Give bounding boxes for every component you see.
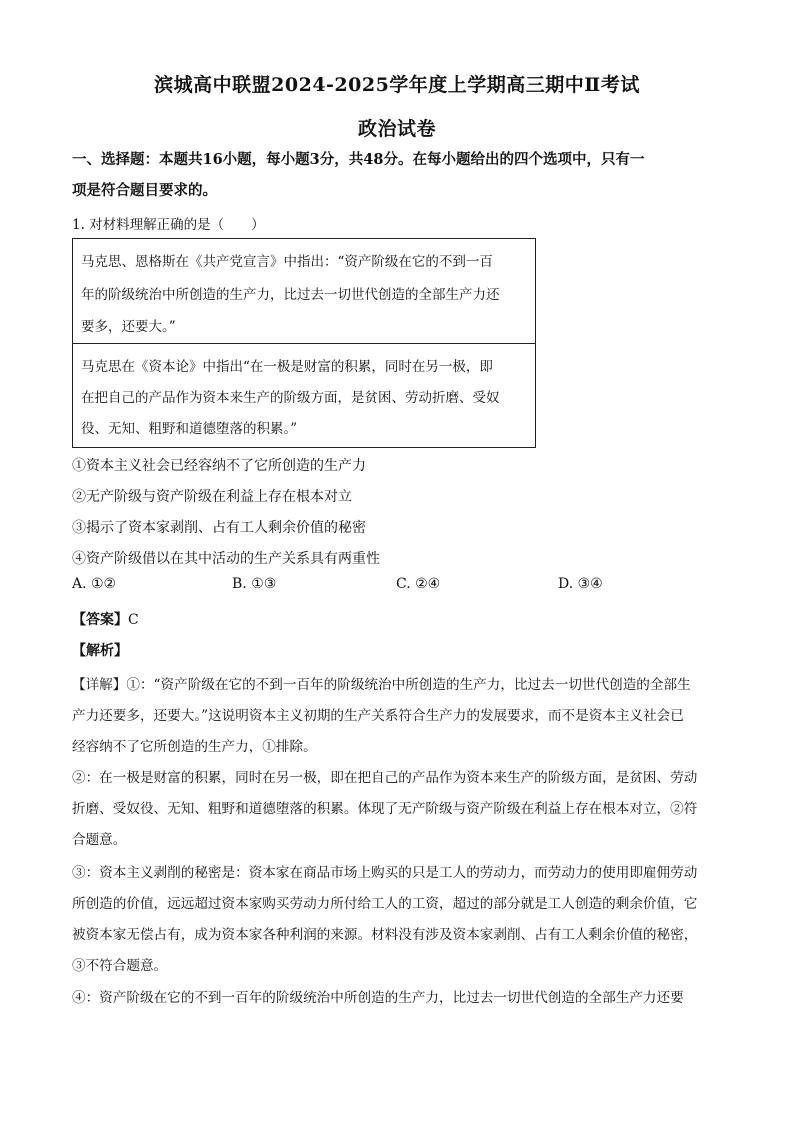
material-table <box>72 238 536 448</box>
analysis-line: ④：资产阶级在它的不到一百年的阶级统治中所创造的生产力，比过去一切世代创造的全部生产力还要 <box>72 990 684 1006</box>
material-2-line: 马克思在《资本论》中指出“在一极是财富的积累，同时在另一极，即 <box>81 359 493 375</box>
material-cell-1 <box>73 239 535 344</box>
analysis-line: ②：在一极是财富的积累，同时在另一极，即在把自己的产品作为资本来生产的阶级方面，是贫困、劳动 <box>72 770 698 786</box>
answer-tag: 【答案】 <box>72 612 128 628</box>
statement-1: ①资本主义社会已经容纳不了它所创造的生产力 <box>72 458 366 474</box>
material-2-line: 役、无知、粗野和道德堕落的积累。” <box>81 421 298 437</box>
option-b: B. ①③ <box>232 576 277 592</box>
statement-3: ③揭示了资本家剥削、占有工人剩余价值的秘密 <box>72 520 366 536</box>
statement-2: ②无产阶级与资产阶级在利益上存在根本对立 <box>72 489 352 505</box>
analysis-line: 被资本家无偿占有，成为资本家各种利润的来源。材料没有涉及资本家剥削、占有工人剩余价值的秘密， <box>72 927 698 943</box>
material-2-line: 在把自己的产品作为资本来生产的阶级方面，是贫困、劳动折磨、受奴 <box>81 390 500 406</box>
analysis-line: 折磨、受奴役、无知、粗野和道德堕落的积累。体现了无产阶级与资产阶级在利益上存在根本对立，②符 <box>72 801 698 817</box>
exam-title: 滨城高中联盟2024-2025学年度上学期高三期中Ⅱ考试 <box>154 74 640 96</box>
analysis-line: 产力还要多，还要大。”这说明资本主义初期的生产关系符合生产力的发展要求，而不是资本主义社会已 <box>72 708 684 724</box>
exam-subtitle: 政治试卷 <box>357 118 436 140</box>
material-1-line: 马克思、恩格斯在《共产党宣言》中指出：“资产阶级在它的不到一百 <box>81 254 493 270</box>
analysis-line: 合题意。 <box>72 832 127 848</box>
analysis-line: 所创造的价值，远远超过资本家购买劳动力所付给工人的工资，超过的部分就是工人创造的剩余价值，它 <box>72 896 698 912</box>
material-1-line: 年的阶级统治中所创造的生产力，比过去一切世代创造的全部生产力还 <box>81 287 500 303</box>
answer-value: C <box>128 612 139 628</box>
option-a: A. ①② <box>72 576 117 592</box>
analysis-tag: 【解析】 <box>72 643 128 659</box>
option-c: C. ②④ <box>396 576 441 592</box>
analysis-heading <box>72 640 128 660</box>
analysis-line: 【详解】①：“资产阶级在它的不到一百年的阶级统治中所创造的生产力，比过去一切世代创造的全部生 <box>72 677 691 693</box>
analysis-line: ③：资本主义剥削的秘密是：资本家在商品市场上购买的只是工人的劳动力，而劳动力的使用即雇佣劳动 <box>72 865 698 881</box>
statement-4: ④资产阶级借以在其中活动的生产关系具有两重性 <box>72 551 380 567</box>
analysis-line: ③不符合题意。 <box>72 958 168 974</box>
material-cell-2 <box>73 344 535 447</box>
answer-line <box>72 609 139 629</box>
section-line-1: 一、选择题：本题共16小题，每小题3分，共48分。在每小题给出的四个选项中，只有一 <box>72 151 645 168</box>
option-d: D. ③④ <box>558 576 603 592</box>
material-1-line: 要多，还要大。” <box>81 319 176 335</box>
section-line-2: 项是符合题目要求的。 <box>72 182 217 199</box>
section-instructions <box>72 144 722 206</box>
question-stem: 1. 对材料理解正确的是（ ） <box>72 217 265 233</box>
analysis-line: 经容纳不了它所创造的生产力，①排除。 <box>72 739 317 755</box>
